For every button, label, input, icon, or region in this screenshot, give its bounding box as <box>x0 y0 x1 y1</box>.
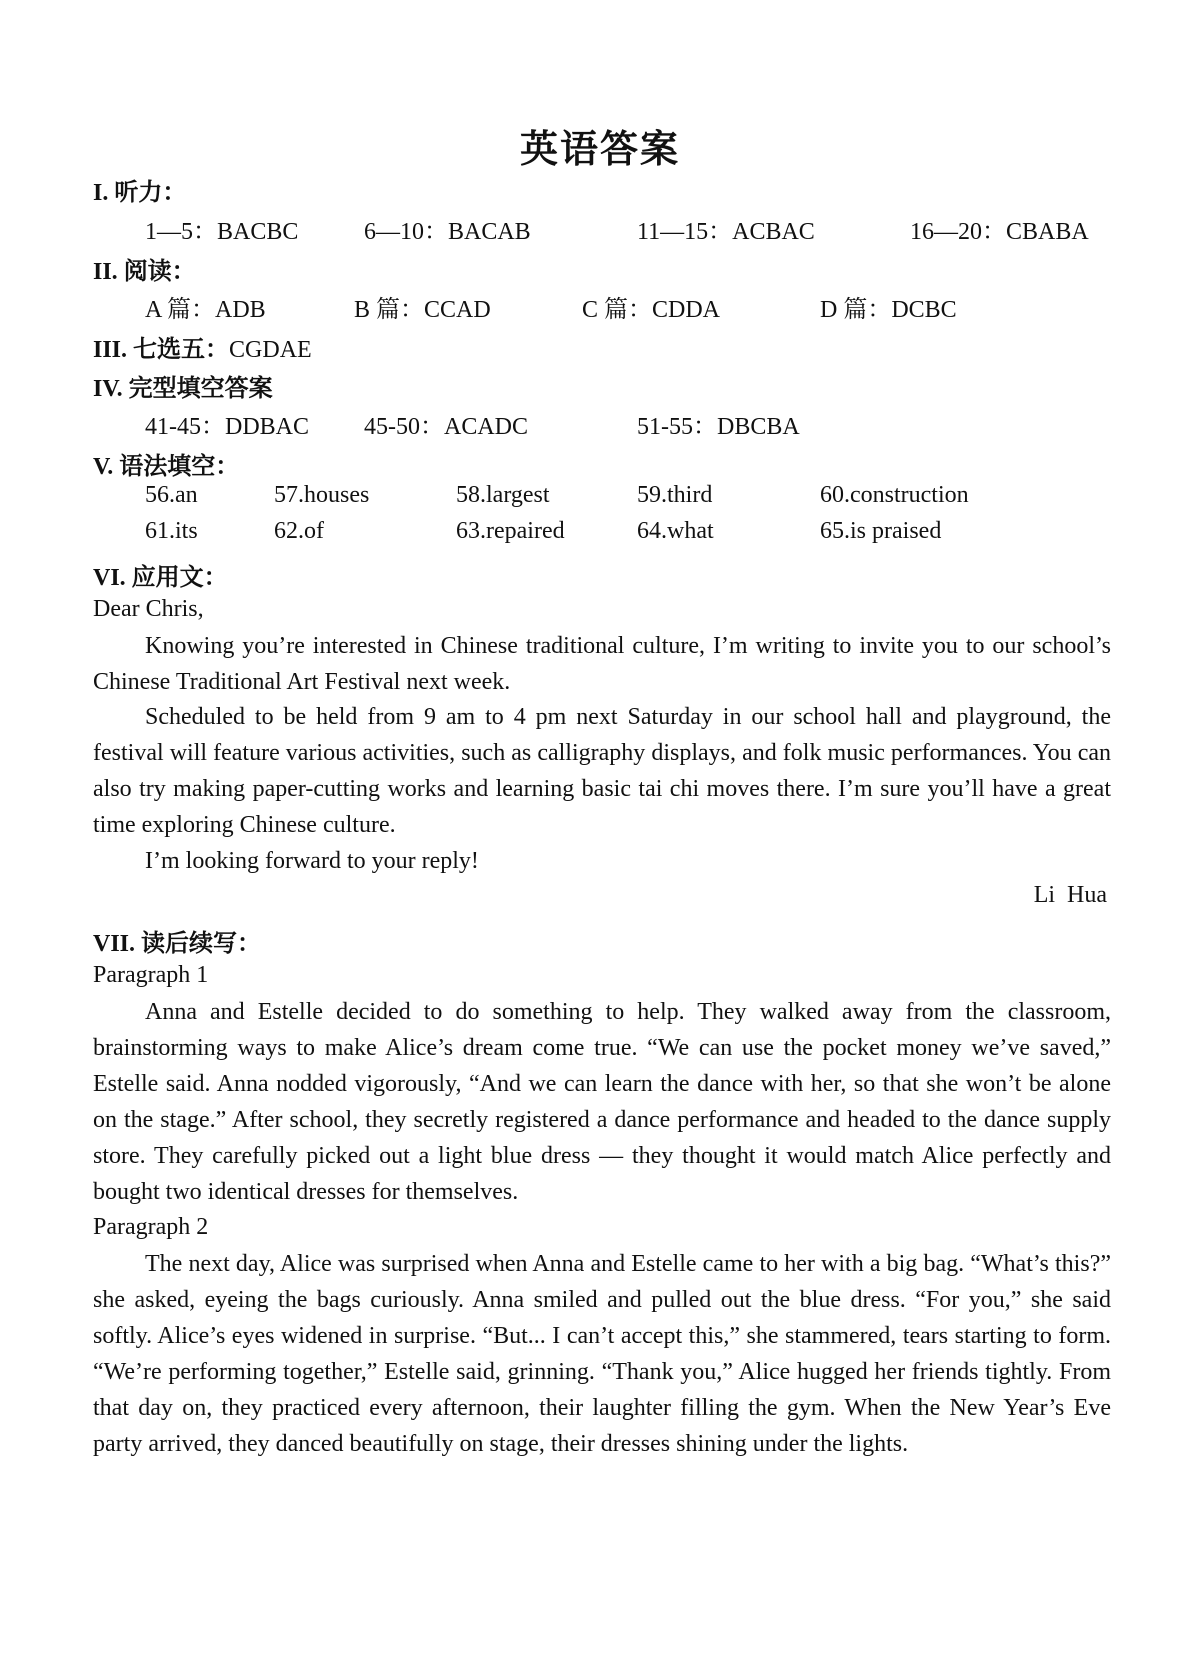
grammar-answer: 60.construction <box>820 482 969 508</box>
listening-answer: 16—20：CBABA <box>910 219 1089 245</box>
section-label: 应用文： <box>131 563 228 591</box>
grammar-answer: 58.largest <box>456 482 550 508</box>
letter-salutation: Dear Chris, <box>93 596 204 622</box>
cloze-answer: 45-50：ACADC <box>364 414 529 440</box>
listening-answer: 6—10：BACAB <box>364 219 531 245</box>
section-writing-heading <box>93 557 228 592</box>
grammar-answer: 61.its <box>145 518 198 544</box>
section-number: V. <box>93 454 114 480</box>
letter-signature: Li Hua <box>1033 882 1107 908</box>
section-number: VI. <box>93 565 126 591</box>
grammar-answer: 65.is praised <box>820 518 942 544</box>
reading-answer: B 篇：CCAD <box>354 297 491 323</box>
grammar-answer: 56.an <box>145 482 198 508</box>
paragraph-heading: Paragraph 1 <box>93 962 209 988</box>
section-label: 阅读： <box>123 257 196 285</box>
continuation-paragraph: The next day, Alice was surprised when Anna and Estelle came to her with a big bag. “What’s this?” she asked, eyeing the bags curiously. Anna smiled and pulled out the blue dress. “For you,” she said softly. Alice’s eyes widened in surprise. “But... I can’t accept this,” she stammered, tears starting to form. “We’re performing together,” Estelle said, grinning. “Thank you,” Alice hugged her friends tightly. From that day on, they practiced every afternoon, their laughter filling the gym. When the New Year’s Eve party arrived, they danced beautifully on stage, their dresses shining under the lights. <box>93 1251 1111 1457</box>
listening-answer: 11—15：ACBAC <box>637 219 815 245</box>
section-label: 语法填空： <box>119 452 240 480</box>
cloze-answer: 41-45：DDBAC <box>145 414 310 440</box>
section-seven-five-heading <box>93 329 312 364</box>
reading-answer: A 篇：ADB <box>145 297 266 323</box>
grammar-answer: 63.repaired <box>456 518 565 544</box>
section-number: IV. <box>93 376 123 402</box>
section-continuation-heading <box>93 923 261 958</box>
grammar-answer: 57.houses <box>274 482 370 508</box>
reading-answer: C 篇：CDDA <box>582 297 721 323</box>
listening-answer: 1—5：BACBC <box>145 219 299 245</box>
section-label: 听力： <box>114 178 187 206</box>
page-title: 英语答案 <box>519 127 680 171</box>
section-number: III. <box>93 337 128 363</box>
section-grammar-heading <box>93 446 239 481</box>
grammar-answer: 59.third <box>637 482 713 508</box>
section-number: II. <box>93 259 118 285</box>
section-listening-heading <box>93 172 186 207</box>
section-label: 七选五： <box>133 335 230 363</box>
cloze-answer: 51-55：DBCBA <box>637 414 800 440</box>
section-number: I. <box>93 180 109 206</box>
section-label: 完型填空答案 <box>128 374 273 402</box>
section-cloze-heading <box>93 368 273 403</box>
letter-paragraph: Knowing you’re interested in Chinese traditional culture, I’m writing to invite you to our school’s Chinese Traditional Art Festival next week. <box>93 633 1111 695</box>
paragraph-heading: Paragraph 2 <box>93 1214 209 1240</box>
seven-five-answer: CGDAE <box>229 337 312 363</box>
section-reading-heading <box>93 251 196 286</box>
continuation-paragraph: Anna and Estelle decided to do something to help. They walked away from the classroom, brainstorming ways to make Alice’s dream come true. “We can use the pocket money we’ve saved,” Estelle said. Anna nodded vigorously, “And we can learn the dance with her, so that she won’t be alone on the stage.” After school, they secretly registered a dance performance and headed to the dance supply store. They carefully picked out a light blue dress — they thought it would match Alice perfectly and bought two identical dresses for themselves. <box>93 999 1111 1205</box>
grammar-answer: 64.what <box>637 518 714 544</box>
section-number: VII. <box>93 931 136 957</box>
letter-paragraph: I’m looking forward to your reply! <box>145 848 479 874</box>
section-label: 读后续写： <box>141 929 262 957</box>
letter-paragraph: Scheduled to be held from 9 am to 4 pm next Saturday in our school hall and playground, the festival will feature various activities, such as calligraphy displays, and folk music performances. You can also try making paper-cutting works and learning basic tai chi moves there. I’m sure you’ll have a great time exploring Chinese culture. <box>93 704 1111 838</box>
grammar-answer: 62.of <box>274 518 324 544</box>
reading-answer: D 篇：DCBC <box>820 297 957 323</box>
